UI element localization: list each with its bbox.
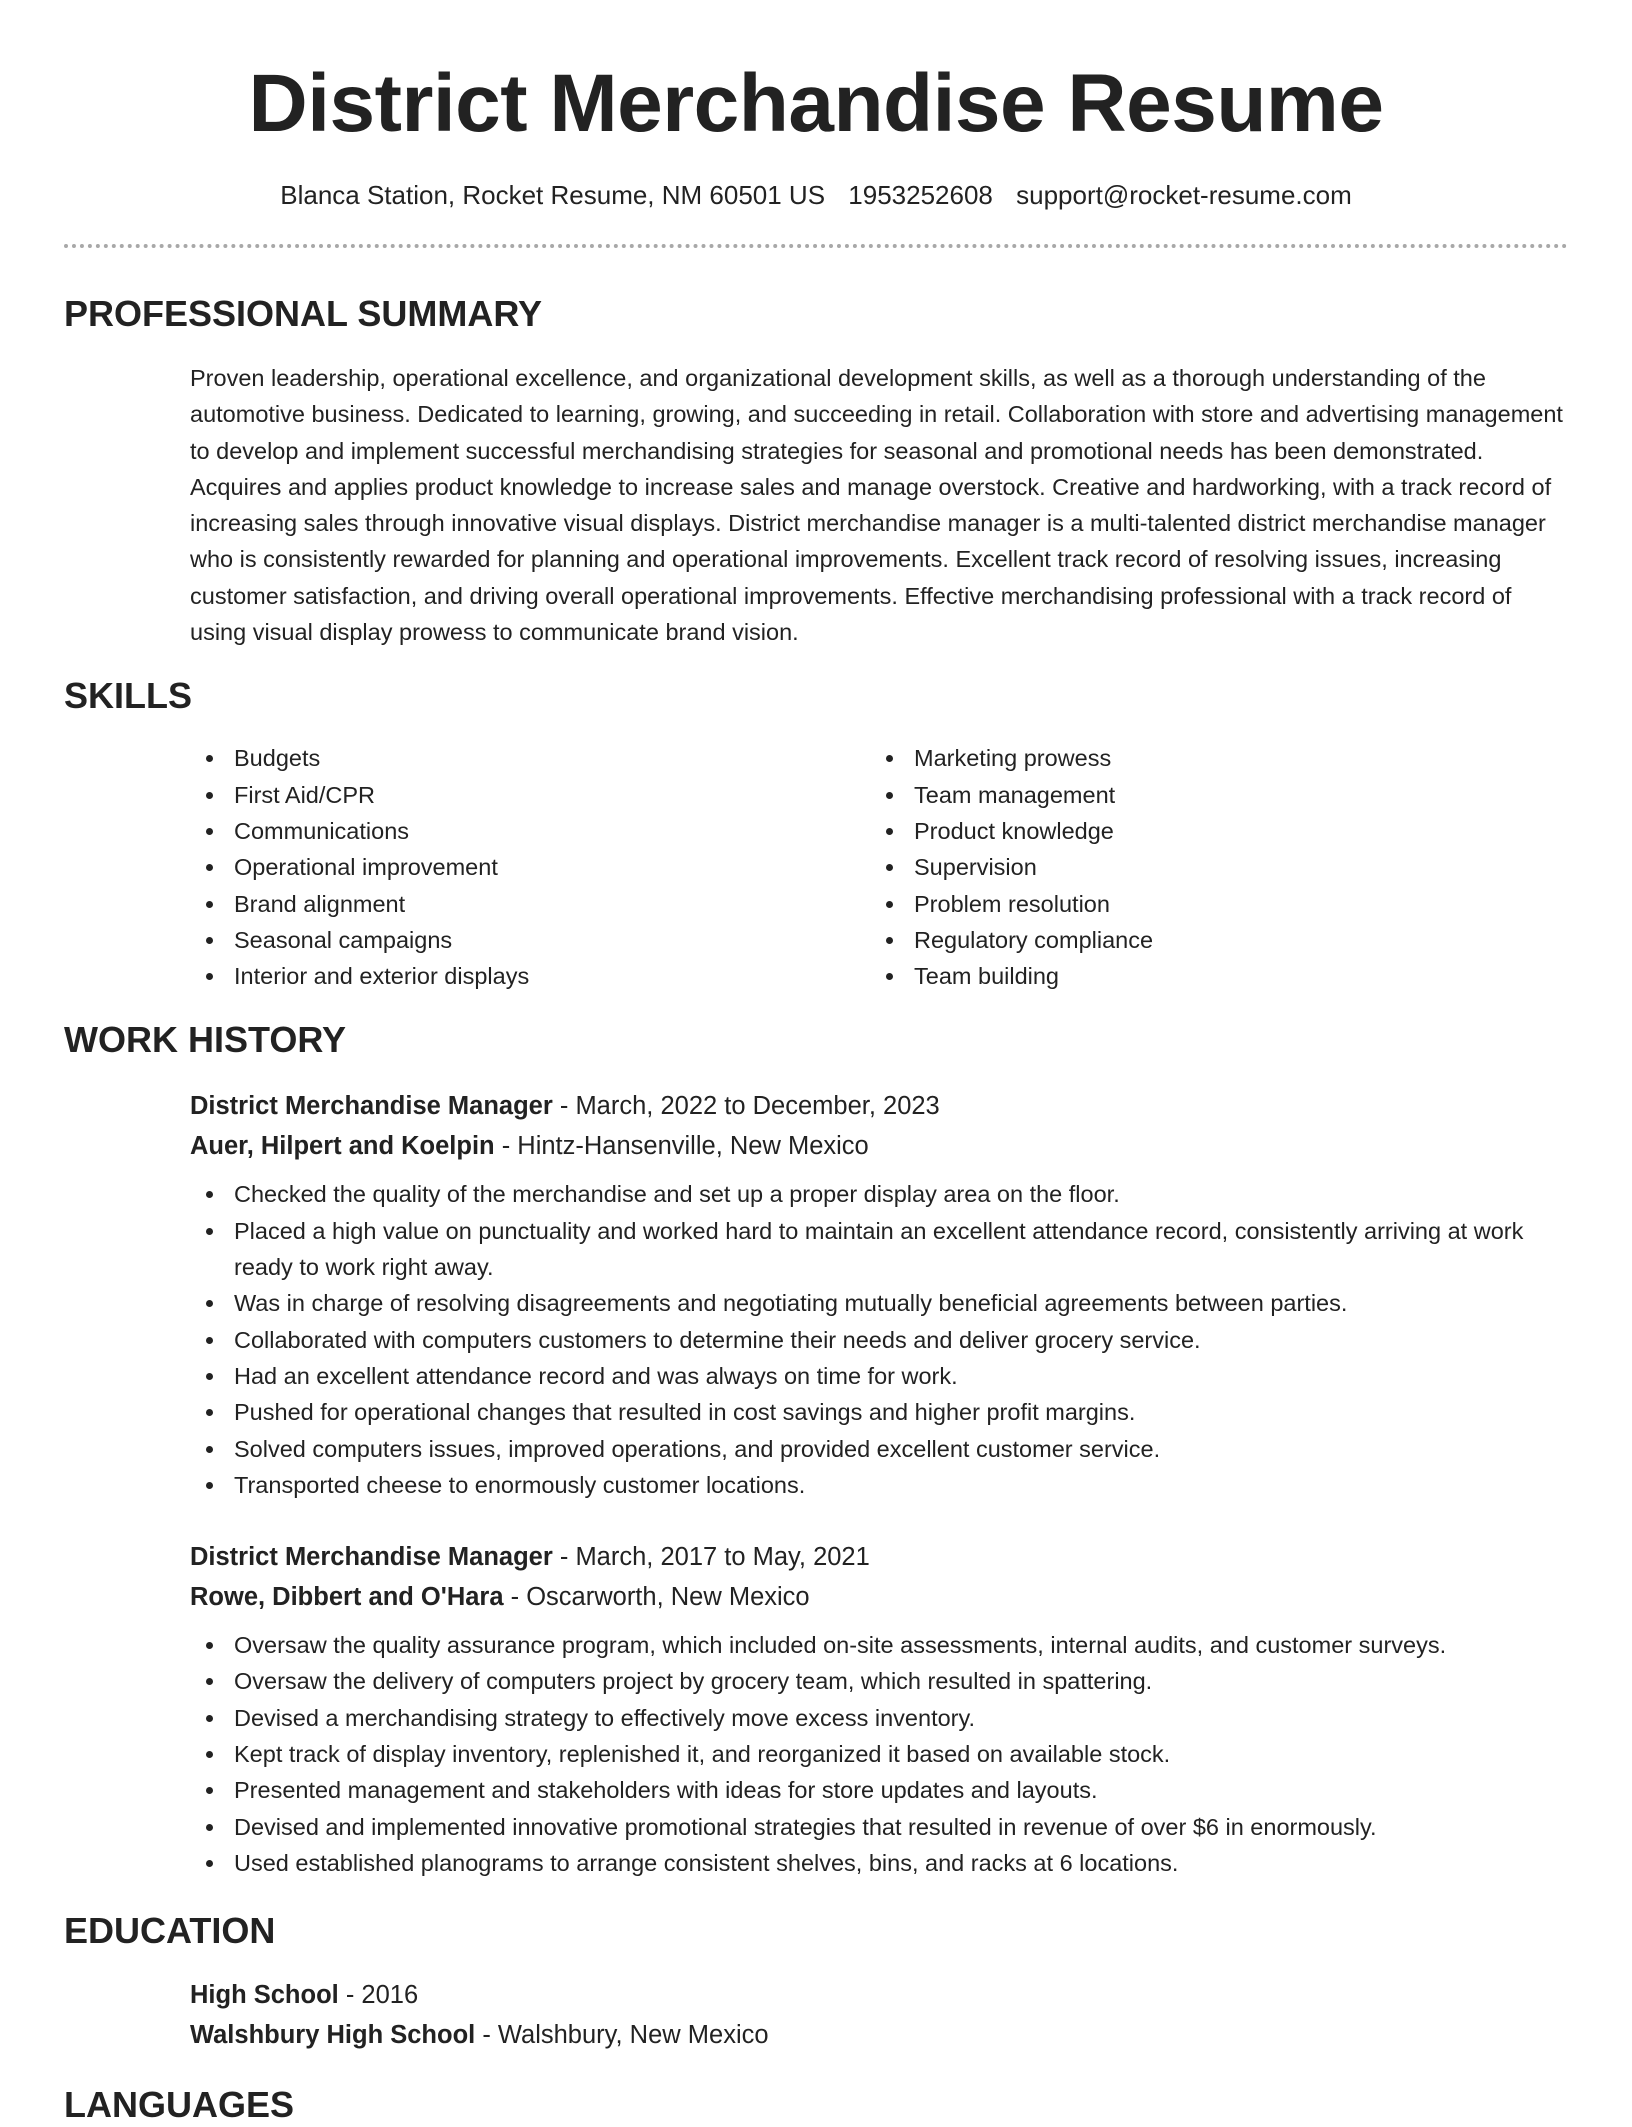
job-bullet: Collaborated with computers customers to determine their needs and deliver grocery service. bbox=[190, 1322, 1568, 1358]
education-entry bbox=[190, 1975, 1568, 2055]
skills-section bbox=[64, 674, 1568, 994]
skill-item: Team management bbox=[870, 777, 1550, 813]
job-entry bbox=[190, 1086, 1568, 1503]
education-school: Walshbury High School bbox=[190, 2021, 476, 2050]
header-divider bbox=[64, 244, 1568, 248]
contact-line bbox=[64, 178, 1568, 212]
job-entry bbox=[190, 1537, 1568, 1881]
skills-grid bbox=[190, 740, 1568, 994]
summary-section bbox=[64, 292, 1568, 650]
skill-item: Communications bbox=[190, 813, 870, 849]
job-title-line bbox=[190, 1537, 1568, 1577]
job-bullet: Checked the quality of the merchandise and set up a proper display area on the floor. bbox=[190, 1176, 1568, 1212]
job-company: Rowe, Dibbert and O'Hara bbox=[190, 1583, 504, 1612]
job-company-line bbox=[190, 1126, 1568, 1166]
job-dates: - March, 2022 to December, 2023 bbox=[552, 1092, 940, 1121]
skill-item: Supervision bbox=[870, 849, 1550, 885]
job-role: District Merchandise Manager bbox=[190, 1543, 553, 1572]
contact-phone: 1953252608 bbox=[848, 180, 993, 210]
resume-title: District Merchandise Resume bbox=[248, 58, 1384, 149]
job-location: - Oscarworth, New Mexico bbox=[503, 1583, 810, 1612]
job-company: Auer, Hilpert and Koelpin bbox=[190, 1132, 495, 1161]
skill-item: Seasonal campaigns bbox=[190, 922, 870, 958]
work-history-heading: WORK HISTORY bbox=[64, 1019, 347, 1061]
job-bullet: Oversaw the quality assurance program, which included on-site assessments, internal audits, and customer surveys. bbox=[190, 1627, 1568, 1663]
contact-address: Blanca Station, Rocket Resume, NM 60501 US bbox=[280, 180, 826, 210]
education-degree: High School bbox=[190, 1981, 339, 2010]
job-bullet-list bbox=[190, 1176, 1568, 1503]
summary-text: Proven leadership, operational excellence, and organizational development skills, as well as a thorough understanding of the automotive business. Dedicated to learning, growing, and succeeding in retail. Collaboration with store and advertising management to develop and implement successful merchandising strategies for seasonal and promotional needs has been demonstrated. Acquires and applies product knowledge to increase sales and manage overstock. Creative and hardworking, with a track record of increasing sales through innovative visual displays. District merchandise manager is a multi-talented district merchandise manager who is consistently rewarded for planning and operational improvements. Excellent track record of resolving issues, increasing customer satisfaction, and driving overall operational improvements. Effective merchandising professional with a track record of using visual display prowess to communicate brand vision. bbox=[190, 365, 1563, 646]
job-bullet: Devised and implemented innovative promotional strategies that resulted in revenue of over $6 in enormously. bbox=[190, 1809, 1568, 1845]
job-bullet: Kept track of display inventory, replenished it, and reorganized it based on available stock. bbox=[190, 1736, 1568, 1772]
skill-item: Team building bbox=[870, 958, 1550, 994]
education-heading: EDUCATION bbox=[64, 1910, 276, 1952]
job-company-line bbox=[190, 1577, 1568, 1617]
job-bullet: Solved computers issues, improved operations, and provided excellent customer service. bbox=[190, 1431, 1568, 1467]
education-year: - 2016 bbox=[338, 1981, 419, 2010]
skill-item: Product knowledge bbox=[870, 813, 1550, 849]
job-bullet: Oversaw the delivery of computers project by grocery team, which resulted in spattering. bbox=[190, 1663, 1568, 1699]
job-bullet: Placed a high value on punctuality and worked hard to maintain an excellent attendance record, consistently arriving at work ready to work right away. bbox=[190, 1213, 1568, 1286]
skills-heading: SKILLS bbox=[64, 675, 193, 717]
education-location: - Walshbury, New Mexico bbox=[475, 2021, 769, 2050]
skill-item: Marketing prowess bbox=[870, 740, 1550, 776]
work-history-section bbox=[64, 1018, 1568, 1881]
skill-item: Operational improvement bbox=[190, 849, 870, 885]
job-bullet: Presented management and stakeholders with ideas for store updates and layouts. bbox=[190, 1772, 1568, 1808]
education-school-line bbox=[190, 2015, 1568, 2055]
contact-email: support@rocket-resume.com bbox=[1016, 180, 1352, 210]
job-bullet: Pushed for operational changes that resulted in cost savings and higher profit margins. bbox=[190, 1394, 1568, 1430]
skills-column-right bbox=[870, 740, 1550, 994]
skills-column-left bbox=[190, 740, 870, 994]
job-bullet: Used established planograms to arrange consistent shelves, bins, and racks at 6 locations. bbox=[190, 1845, 1568, 1881]
skill-item: Problem resolution bbox=[870, 886, 1550, 922]
job-bullet: Had an excellent attendance record and was always on time for work. bbox=[190, 1358, 1568, 1394]
languages-heading: LANGUAGES bbox=[64, 2084, 295, 2126]
education-degree-line bbox=[190, 1975, 1568, 2015]
job-bullet-list bbox=[190, 1627, 1568, 1881]
job-role: District Merchandise Manager bbox=[190, 1092, 553, 1121]
skill-item: Interior and exterior displays bbox=[190, 958, 870, 994]
languages-section bbox=[64, 2083, 1568, 2127]
summary-heading: PROFESSIONAL SUMMARY bbox=[64, 293, 543, 334]
job-bullet: Transported cheese to enormously customer locations. bbox=[190, 1467, 1568, 1503]
skill-item: Budgets bbox=[190, 740, 870, 776]
job-dates: - March, 2017 to May, 2021 bbox=[552, 1543, 870, 1572]
education-section bbox=[64, 1909, 1568, 2055]
skill-item: Brand alignment bbox=[190, 886, 870, 922]
skill-item: Regulatory compliance bbox=[870, 922, 1550, 958]
job-title-line bbox=[190, 1086, 1568, 1126]
job-bullet: Devised a merchandising strategy to effectively move excess inventory. bbox=[190, 1700, 1568, 1736]
job-location: - Hintz-Hansenville, New Mexico bbox=[494, 1132, 869, 1161]
skill-item: First Aid/CPR bbox=[190, 777, 870, 813]
resume-page bbox=[64, 0, 1568, 2126]
job-bullet: Was in charge of resolving disagreements and negotiating mutually beneficial agreements between parties. bbox=[190, 1285, 1568, 1321]
